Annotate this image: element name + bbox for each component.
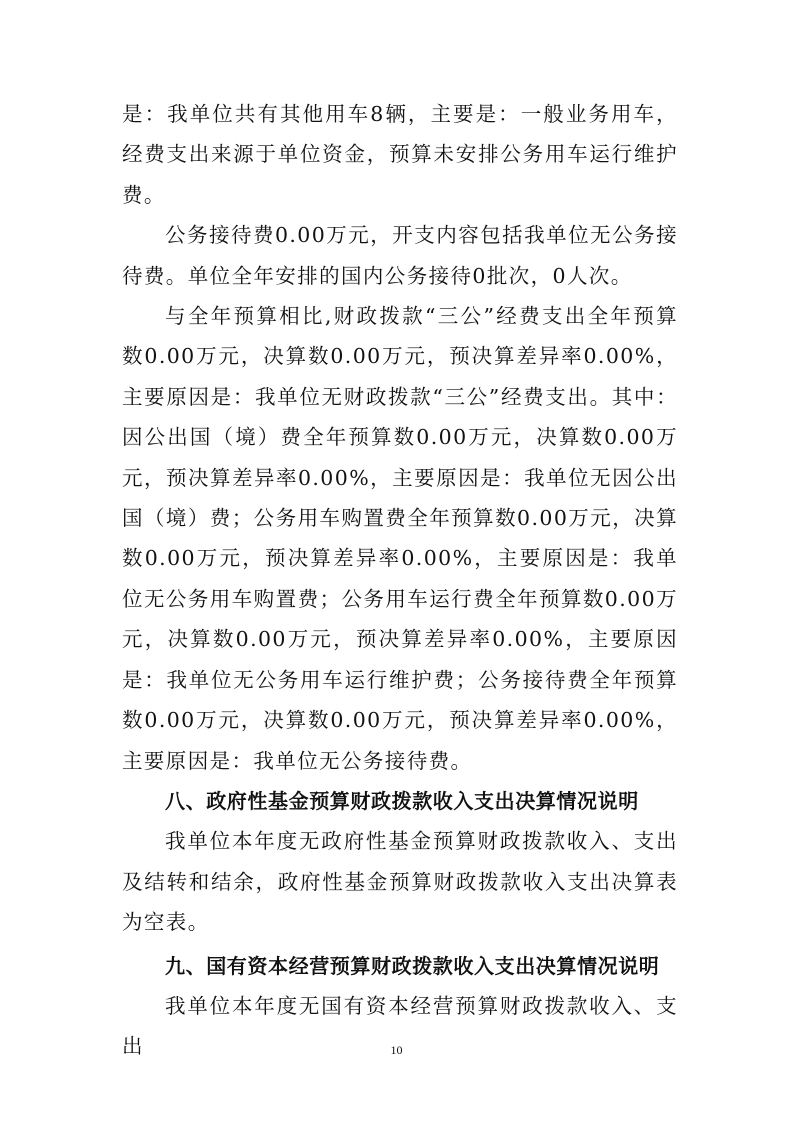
page-body xyxy=(122,94,678,1067)
paragraph-budget-comparison: 与全年预算相比,财政拨款“三公”经费支出全年预算数0.00万元，决算数0.00万元，预决算差异率0.00%，主要原因是：我单位无财政拨款“三公”经费支出。其中：因公出国（境）费全年预算数0.00万元，决算数0.00万元，预决算差异率0.00%，主要原因是：我单位无因公出国（境）费；公务用车购置费全年预算数0.00万元，决算数0.00万元，预决算差异率0.00%，主要原因是：我单位无公务用车购置费；公务用车运行费全年预算数0.00万元，决算数0.00万元，预决算差异率0.00%，主要原因是：我单位无公务用车运行维护费；公务接待费全年预算数0.00万元，决算数0.00万元，预决算差异率0.00%，主要原因是：我单位无公务接待费。 xyxy=(122,304,678,773)
paragraph-government-fund: 我单位本年度无政府性基金预算财政拨款收入、支出及结转和结余，政府性基金预算财政拨款收入支出决算表为空表。 xyxy=(122,829,678,935)
paragraph-reception-expense: 公务接待费0.00万元，开支内容包括我单位无公务接待费。单位全年安排的国内公务接待0批次，0人次。 xyxy=(122,223,678,288)
page-number: 10 xyxy=(390,1043,403,1057)
section-heading-government-fund: 八、政府性基金预算财政拨款收入支出决算情况说明 xyxy=(165,788,639,813)
paragraph-vehicle-usage: 是：我单位共有其他用车8辆，主要是：一般业务用车，经费支出来源于单位资金，预算未安排公务用车运行维护费。 xyxy=(122,102,678,207)
paragraph-state-capital: 我单位本年度无国有资本经营预算财政拨款收入、支出 xyxy=(122,993,678,1059)
section-heading-state-capital: 九、国有资本经营预算财政拨款收入支出决算情况说明 xyxy=(165,953,660,978)
